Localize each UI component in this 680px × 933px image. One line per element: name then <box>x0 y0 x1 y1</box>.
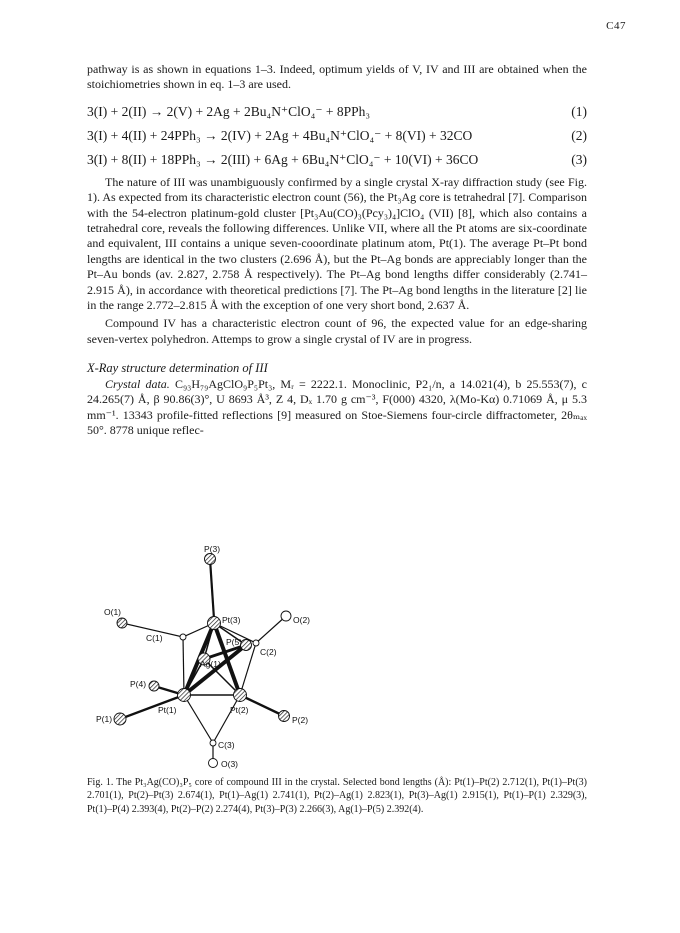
figure-1 <box>96 543 348 773</box>
equation-1-text: 3(I) + 2(II) → 2(V) + 2Ag + 2Bu₄N⁺ClO₄⁻ + 8PPh₃ <box>87 103 371 119</box>
label-p5: P(5) <box>226 637 243 647</box>
equation-1 <box>87 100 587 124</box>
label-p1: P(1) <box>96 714 113 724</box>
crystal-data-label: Crystal data. <box>105 376 170 391</box>
label-p2: P(2) <box>292 715 309 725</box>
equation-3-number: (3) <box>571 151 587 167</box>
structure-diagram <box>96 543 348 773</box>
label-pt1: Pt(1) <box>158 705 177 715</box>
label-p4: P(4) <box>130 679 147 689</box>
paragraph-structure: The nature of III was unambiguously confirmed by a single crystal X-ray diffraction study (see Fig. 1). As expected from its characteristic electron count (56), the Pt₃Ag core is tetrahedral [7]. Comparison with the 54-electron platinum-gold cluster [Pt₃Au(CO)₃(Pcy₃)₄]ClO₄ (VII) [8], which also contains a tetrahedral core, reveals the following differences. Unlike VII, where all the Pt atoms are six-coordinate and equivalent, III contains a unique seven-cooordinate platinum atom, Pt(1). The average Pt–Pt bond lengths are identical in the two clusters (2.696 Å), but the Pt–Ag bonds are appreciably longer than the Pt–Au bonds (av. 2.827, 2.758 Å respectively). The Pt–Ag bond lengths differ considerably (2.741–2.915 Å), in accordance with theoretical predictions [7]. The Pt–Ag bond lengths in the literature [2] lie in the range 2.772–2.815 Å with the exception of one very short bond, 2.637 Å. <box>87 174 587 313</box>
label-pt3: Pt(3) <box>222 615 241 625</box>
label-o3: O(3) <box>221 759 238 769</box>
equation-2-text: 3(I) + 4(II) + 24PPh₃ → 2(IV) + 2Ag + 4Bu₄N⁺ClO₄⁻ + 8(VI) + 32CO <box>87 127 473 143</box>
label-c2: C(2) <box>260 647 277 657</box>
label-o2: O(2) <box>293 615 310 625</box>
equation-3-text: 3(I) + 8(II) + 18PPh₃ → 2(III) + 6Ag + 6Bu₄N⁺ClO₄⁻ + 10(VI) + 36CO <box>87 151 479 167</box>
section-heading: X-Ray structure determination of III <box>87 361 268 376</box>
text-column <box>87 62 587 438</box>
figure-caption: Fig. 1. The Pt₃Ag(CO)₃P₅ core of compound III in the crystal. Selected bond lengths (Å): Pt(1)–Pt(2) 2.712(1), Pt(1)–Pt(3) 2.701(1), Pt(2)–Pt(3) 2.674(1), Pt(1)–Ag(1) 2.741(1), Pt(2)–Ag(1) 2.823(1), Pt(3)–Ag(1) 2.915(1), Pt(1)–P(1) 2.329(3), Pt(1)–P(4) 2.393(4), Pt(2)–P(2) 2.274(4), Pt(3)–P(3) 2.266(3), Ag(1)–P(5) 2.392(4). <box>87 777 587 815</box>
equation-1-number: (1) <box>571 103 587 119</box>
page-number: C47 <box>606 20 626 32</box>
label-pt2: Pt(2) <box>230 705 249 715</box>
label-o1: O(1) <box>104 607 121 617</box>
label-c1: C(1) <box>146 633 163 643</box>
equation-2 <box>87 124 587 148</box>
paragraph-compound-iv: Compound IV has a characteristic electron count of 96, the expected value for an edge-sharing seven-vertex polyhedron. Attemps to grow a single crystal of IV are in progress. <box>87 316 587 346</box>
intro-paragraph: pathway is as shown in equations 1–3. Indeed, optimum yields of V, IV and III are obtained when the stoichiometries shown in eq. 1–3 are used. <box>87 62 587 92</box>
equation-2-number: (2) <box>571 127 587 143</box>
label-ag1: Ag(1) <box>200 659 221 669</box>
equation-3 <box>87 148 587 172</box>
crystal-data-text: C₉₃H₇₉AgClO₉P₅Pt₃, Mᵣ = 2222.1. Monoclinic, P2₁/n, a 14.021(4), b 25.553(7), c 24.265(7) Å, β 90.86(3)°, U 8693 Å³, Z 4, Dₓ 1.70 g cm⁻³, F(000) 4320, λ(Mo-Kα) 0.71069 Å, μ 5.3 mm⁻¹. 13343 profile-fitted reflections [9] measured on Stoe-Siemens four-circle diffractometer, 2θₘₐₓ 50°. 8778 unique reflec- <box>87 376 587 437</box>
crystal-data-paragraph <box>87 377 587 439</box>
label-c3: C(3) <box>218 740 235 750</box>
label-p3: P(3) <box>204 544 221 554</box>
equation-block <box>87 100 587 172</box>
